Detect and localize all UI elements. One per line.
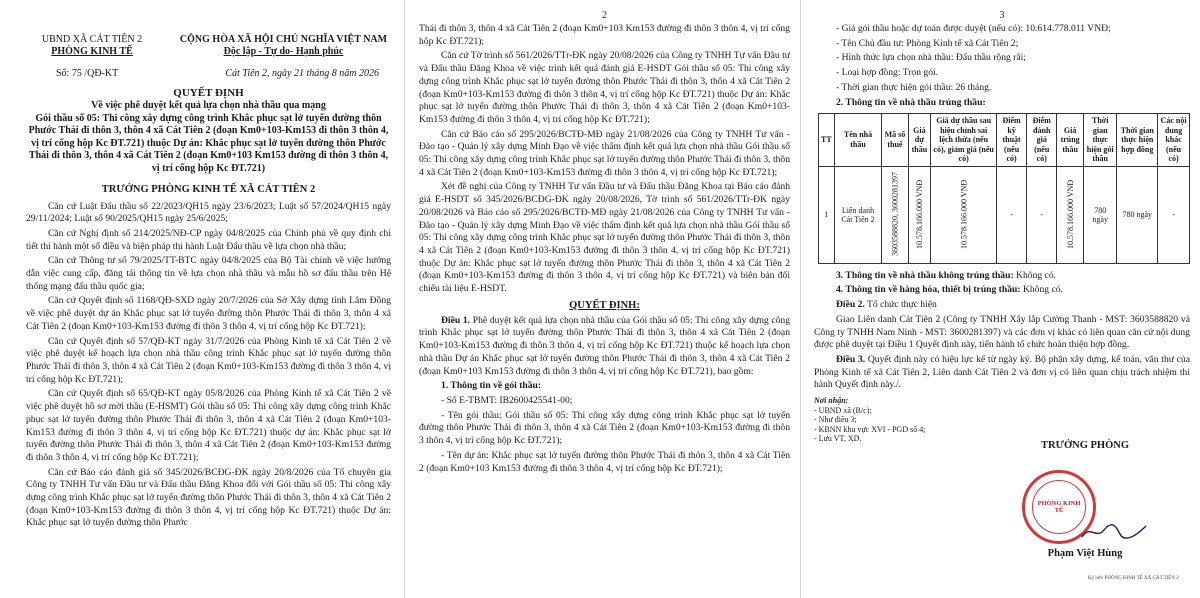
- recipient-item: - UBND xã (B/c);: [814, 405, 872, 415]
- section-3-value: Không có.: [1016, 269, 1057, 281]
- table-cell: -: [997, 166, 1027, 263]
- recipient-item: - Lưu VT, XD.: [814, 434, 862, 444]
- seal-text: PHÒNG KINH TẾ: [1032, 480, 1086, 534]
- table-cell: 780 ngày: [1083, 166, 1116, 263]
- package-info-item: - Số E-TBMT: IB2600425541-00;: [441, 394, 573, 406]
- decision-heading: QUYẾT ĐỊNH:: [569, 299, 640, 311]
- legal-basis-paragraph: Căn cứ Thông tư số 79/2025/TT-BTC ngày 04/8/2025 của Bộ Tài chính về việc hướng dẫn việc cung cấp, đăng tải thông tin về lựa chọn nhà thầu và mẫu hồ sơ đấu thầu trên Hệ thống mạng đấu thầu quốc gia;: [26, 255, 391, 292]
- paragraph: Thái đi thôn 3, thôn 4 xã Cát Tiên 2 (đoạn Km0+103 Km153 đường đi thôn 3 thôn 4, vị trí cống hộp Kc ĐT.721);: [419, 23, 790, 47]
- table-cell: 10.578.166.000 VNĐ: [931, 166, 997, 263]
- article-3: [814, 354, 1190, 392]
- signature-block: [990, 440, 1180, 451]
- document-title: QUYẾT ĐỊNH: [173, 87, 244, 99]
- table-cell: -: [1158, 166, 1190, 263]
- table-cell: -: [1027, 166, 1057, 263]
- paragraph: Căn cứ Tờ trình số 561/2026/TTr-ĐK ngày 20/08/2026 của Công ty TNHH Tư vấn Đầu tư và Đấu thầu Đăng Khoa về việc trình kết quả đánh giá E-HSDT Gói thầu số 05: Thi công xây dựng công trình Khắc phục sạt lở tuyến đường thôn Phước Thái đi thôn 3, thôn 4 xã Cát Tiên 2 (đoạn Km0+103-Km153 đường đi thôn 3 thôn 4, vị trí cống hộp Kc ĐT.721) thuộc Dự án: Khắc phục sạt lở tuyến đường thôn Phước Thái đi thôn 3, thôn 4 xã Cát Tiên 2 (đoạn Km0+103-Km153 đường đi thôn 3 thôn 4, vị trí cống hộp Kc ĐT.721);: [419, 50, 790, 125]
- paragraph: Xét đề nghị của Công ty TNHH Tư vấn Đầu tư và Đấu thầu Đăng Khoa tại Báo cáo đánh giá E-HSDT số 345/2026/BCĐG-ĐK ngày 20/08/2026, Tờ trình số 561/2026/TTr-ĐK ngày 20/08/2026 và Báo cáo số 295/2026/BCTĐ-MĐ ngày 21/08/2026 của Công ty TNHH Tư vấn - Đào tạo - Quản lý xây dựng Minh Đạo về việc thẩm định kết quả lựa chọn nhà thầu Gói thầu số 05: Thi công xây dựng công trình Khắc phục sạt lở tuyến đường thôn Phước Thái đi thôn 3, thôn 4 xã Cát Tiên 2 (đoạn Km0+103-Km153 đường đi thôn 3 thôn 4, vị trí cống hộp Kc ĐT.721) thuộc Dự án: Khắc phục sạt lở tuyến đường thôn Phước Thái đi thôn 3, thôn 4 xã Cát Tiên 2 (đoạn Km0+103-Km153 đường đi thôn 3 thôn 4, vị trí cống hộp Kc ĐT.721) và biên bản đối chiếu tài liệu E-HSDT.: [419, 181, 790, 295]
- document-page-1: [0, 0, 405, 598]
- document-header: [26, 34, 391, 58]
- winning-bidder-table: [818, 113, 1190, 264]
- article-1-text: Phê duyệt kết quả lựa chọn nhà thầu của Gói thầu số 05: Thi công xây dựng công trình Khắc phục sạt lở tuyến đường thôn Phước Thái đi thôn 3, thôn 4 xã Cát Tiên 2 (đoạn Km0+103-Km153 đường đi thôn 3 thôn 4, vị trí cống hộp Kc ĐT.721) thuộc kế hoạch lựa chọn nhà thầu Dự án Khắc phục sạt lở tuyến đường thôn Phước Thái đi thôn 3, thôn 4 xã Cát Tiên 2 (đoạn Km0+103 Km153 đường đi thôn 3 thôn 4, vị trí cống hộp Kc ĐT.721), bao gồm:: [419, 314, 791, 377]
- paragraph: Căn cứ Báo cáo số 295/2026/BCTĐ-MĐ ngày 21/08/2026 của Công ty TNHH Tư vấn - Đào tạo - Quản lý xây dựng Minh Đạo về việc thẩm định kết quả lựa chọn nhà thầu Gói thầu số 05: Thi công xây dựng công trình Khắc phục sạt lở tuyến đường thôn Phước Thái đi thôn 3, thôn 4 xã Cát Tiên 2 (đoạn Km0+103-Km153 đường đi thôn 3 thôn 4, vị trí cống hộp Kc ĐT.721);: [419, 128, 790, 178]
- article-2: [814, 299, 1190, 312]
- table-cell: Liên danh Cát Tiên 2: [834, 166, 882, 263]
- signer-name: Phạm Việt Hùng: [1047, 548, 1123, 559]
- legal-basis-paragraph: Căn cứ Quyết định số 1168/QĐ-SXD ngày 20/7/2026 của Sở Xây dựng tỉnh Lâm Đồng về việc phê duyệt dự án Khắc phục sạt lở tuyến đường thôn Phước Thái đi thôn 3, thôn 4 xã Cát Tiên 2 (đoạn Km0+103-Km153 đường đi thôn 3 thôn 4, vị trí cống hộp Kc ĐT.721);: [26, 295, 391, 332]
- signer-title: TRƯỞNG PHÒNG: [1041, 440, 1129, 451]
- legal-basis-paragraph: Căn cứ Báo cáo đánh giá số 345/2026/BCĐG-ĐK ngày 20/8/2026 của Tổ chuyên gia Công ty TNHH Tư vấn Đầu tư và Đấu thầu Đăng Khoa đối với Gói thầu số 05: Thi công xây dựng công trình Khắc phục sạt lở tuyến đường thôn Phước Thái đi thôn 3, thôn 4 xã Cát Tiên 2 (đoạn Km0+103-Km153 đường đi thôn 3 thôn 4, vị trí cống hộp Kc ĐT.721) thuộc Dự án: Khắc phục sạt lở tuyến đường thôn Phước: [26, 466, 391, 529]
- column-header: Mã số thuế: [882, 114, 908, 167]
- column-header: Thời gian thực hiện gói thầu: [1083, 114, 1116, 167]
- page-number: 3: [999, 10, 1005, 21]
- legal-basis-paragraph: Căn cứ Luật Đấu thầu số 22/2023/QH15 ngày 23/6/2023; Luật số 57/2024/QH15 ngày 29/11/2024; Luật số 90/2025/QH15 ngày 25/6/2025;: [26, 200, 391, 225]
- national-motto: [176, 34, 391, 58]
- table-row: [819, 166, 1190, 263]
- package-title: Gói thầu số 05: Thi công xây dựng công trình Khắc phục sạt lở tuyến đường thôn Phước Thái đi thôn 3, thôn 4 xã Cát Tiên 2 (đoạn Km0+103-Km153 đi thôn 3 thôn 4, vị trí cống hộp Kc ĐT.721) thuộc Dự án: Khắc phục sạt lở tuyến đường thôn Phước Thái đi thôn 3, thôn 4 xã Cát Tiên 2 (đoạn Km0+103 Km153 đường đi thôn 3 thôn 4, vị trí cống hộp Kc ĐT.721): [28, 112, 389, 174]
- document-meta: [26, 68, 391, 79]
- column-header: Điểm kỹ thuật (nếu có): [997, 114, 1027, 167]
- document-subtitle: Về việc phê duyệt kết quả lựa chọn nhà thầu qua mạng: [91, 100, 326, 111]
- legal-basis-paragraph: Căn cứ Nghị định số 214/2025/NĐ-CP ngày 04/8/2025 của Chính phủ về quy định chi tiết thi hành một số điều và biện pháp thi hành Luật Đấu thầu về lựa chọn nhà thầu;: [26, 227, 391, 252]
- table-cell: 3603588820, 3600281397: [882, 166, 908, 263]
- package-info-item: - Tên dự án: Khắc phục sạt lở tuyến đường thôn Phước Thái đi thôn 3, thôn 4 xã Cát Tiên 2 (đoạn Km0+103 Km153 đường đi thôn 3 thôn 4, vị trí cống hộp Kc ĐT.721);: [419, 449, 790, 474]
- section-4-value: Không có.: [1022, 284, 1063, 296]
- table-cell: 10.578.166.000 VNĐ: [908, 166, 931, 263]
- package-info-item: - Thời gian thực hiện gói thầu: 26 tháng.: [836, 81, 992, 93]
- article-2-text: Tổ chức thực hiện: [867, 299, 937, 311]
- column-header: Tên nhà thầu: [834, 114, 882, 167]
- article-1: [419, 315, 790, 379]
- country-name: CỘNG HÒA XÃ HỘI CHỦ NGHĨA VIỆT NAM: [179, 34, 388, 45]
- package-info-item: - Tên Chủ đầu tư: Phòng Kinh tế xã Cát Tiên 2;: [836, 37, 1019, 49]
- motto: Độc lập - Tự do- Hạnh phúc: [223, 46, 344, 57]
- place-date: Cát Tiên 2, ngày 21 tháng 8 năm 2026: [225, 68, 379, 79]
- table-cell: 10.578.166.000 VNĐ: [1057, 166, 1084, 263]
- section-1-heading: 1. Thông tin về gói thầu:: [441, 380, 542, 392]
- recipient-item: - KBNN khu vực XVI - PGD số 4;: [814, 424, 926, 434]
- section-2-heading: 2. Thông tin về nhà thầu trúng thầu:: [836, 96, 986, 108]
- section-3: [814, 270, 1190, 283]
- article-2-body: Giao Liên danh Cát Tiên 2 (Công ty TNHH Xây lắp Cường Thanh - MST: 3603588820 và Công ty TNHH Nam Ninh - MST: 3600281397) và các đơn vị khác có liên quan căn cứ nội dung được phê duyệt tại Điều 1 Quyết định này, tiến hành tổ chức hoàn thiện hợp đồng.: [814, 313, 1190, 351]
- column-header: Thời gian thực hiện hợp đồng: [1117, 114, 1158, 167]
- digital-signature-note: Ký bởi: PHÒNG KINH TẾ XÃ CÁT TIÊN 2: [1088, 576, 1179, 581]
- column-header: Giá trúng thầu: [1057, 114, 1084, 167]
- authority-heading: TRƯỞNG PHÒNG KINH TẾ XÃ CÁT TIÊN 2: [101, 183, 316, 195]
- issuer-parent: UBND XÃ CÁT TIÊN 2: [41, 34, 143, 45]
- package-info-item: - Hình thức lựa chọn nhà thầu: Đấu thầu rộng rãi;: [836, 52, 1026, 64]
- table-header-row: [819, 114, 1190, 167]
- column-header: Giá dự thầu sau hiệu chỉnh sai lệch thừa (nếu có), giảm giá (nếu có): [931, 114, 997, 167]
- legal-basis-paragraph: Căn cứ Quyết định số 65/QĐ-KT ngày 05/8/2026 của Phòng Kinh tế xã Cát Tiên 2 về việc phê duyệt hồ sơ mời thầu (E-HSMT) Gói thầu số 05: Thi công xây dựng công trình Khắc phục sạt lở tuyến đường thôn Phước Thái đi thôn 3, thôn 4 xã Cát Tiên 2 (đoạn Km0+103-Km153 đường đi thôn 3 thôn 4, vị trí cống hộp Kc ĐT.721) thuộc dự án: Khắc phục sạt lở tuyến đường thôn Phước Thái đi thôn 3, thôn 4 xã Cát Tiên 2 (đoạn Km0+103-Km153 đường đi thôn 3 thôn 4, vị trí cống hộp Kc ĐT.721);: [26, 388, 391, 463]
- handwritten-signature: [1080, 522, 1150, 542]
- section-4: [814, 284, 1190, 297]
- section-4-heading: 4. Thông tin về hàng hóa, thiết bị trúng thầu:: [836, 284, 1021, 296]
- table-cell: 1: [819, 166, 835, 263]
- article-3-text: Quyết định này có hiệu lực kể từ ngày ký. Bộ phận xây dựng, kế toán, văn thư của Phòng Kinh tế xã Cát Tiên 2, Liên danh Cát Tiên 2 và đơn vị có liên quan chịu trách nhiệm thi hành Quyết định này./.: [814, 353, 1190, 391]
- article-2-label: Điều 2.: [836, 299, 865, 311]
- issuer-block: [26, 34, 158, 58]
- column-header: Giá dự thầu: [908, 114, 931, 167]
- package-info-item: - Loại hợp đồng: Trọn gói.: [836, 67, 939, 79]
- table-cell: 780 ngày: [1117, 166, 1158, 263]
- issuer-name: PHÒNG KINH TẾ: [51, 46, 133, 57]
- legal-basis-paragraph: Căn cứ Quyết định số 57/QĐ-KT ngày 31/7/2026 của Phòng Kinh tế xã Cát Tiên 2 về việc phê duyệt kế hoạch lựa chọn nhà thầu công trình Khắc phục sạt lở tuyến đường thôn Phước Thái đi thôn 3, thôn 4 xã Cát Tiên 2 (đoạn Km0+103-Km153 đường đi thôn 3 thôn 4, vị trí cống hộp Kc ĐT.721);: [26, 335, 391, 385]
- page-number: 2: [602, 10, 607, 21]
- section-3-heading: 3. Thông tin về nhà thầu không trúng thầu:: [836, 269, 1014, 281]
- package-info-item: - Tên gói thầu: Gói thầu số 05: Thi công xây dựng công trình Khắc phục sạt lở tuyến đường thôn Phước Thái đi thôn 3, thôn 4 xã Cát Tiên 2 (đoạn Km0+103-Km153 đường đi thôn 3 thôn 4, vị trí cống hộp Kc ĐT.721);: [419, 409, 790, 447]
- package-info-item: - Giá gói thầu hoặc dự toán được duyệt (nếu có): 10.614.778.011 VNĐ;: [836, 23, 1111, 34]
- document-number: Số: 75 /QĐ-KT: [56, 68, 119, 79]
- recipient-item: - Như điều 3;: [814, 415, 857, 425]
- column-header: Điểm đánh giá (nếu có): [1027, 114, 1057, 167]
- article-1-label: Điều 1.: [441, 314, 471, 326]
- recipients-label: Nơi nhận:: [814, 396, 849, 406]
- column-header: Các nội dung khác (nếu có): [1158, 114, 1190, 167]
- document-page-3: [800, 0, 1200, 598]
- column-header: TT: [819, 114, 835, 167]
- document-page-2: [405, 0, 800, 598]
- article-3-label: Điều 3.: [836, 353, 866, 365]
- recipients-block: [814, 396, 1190, 444]
